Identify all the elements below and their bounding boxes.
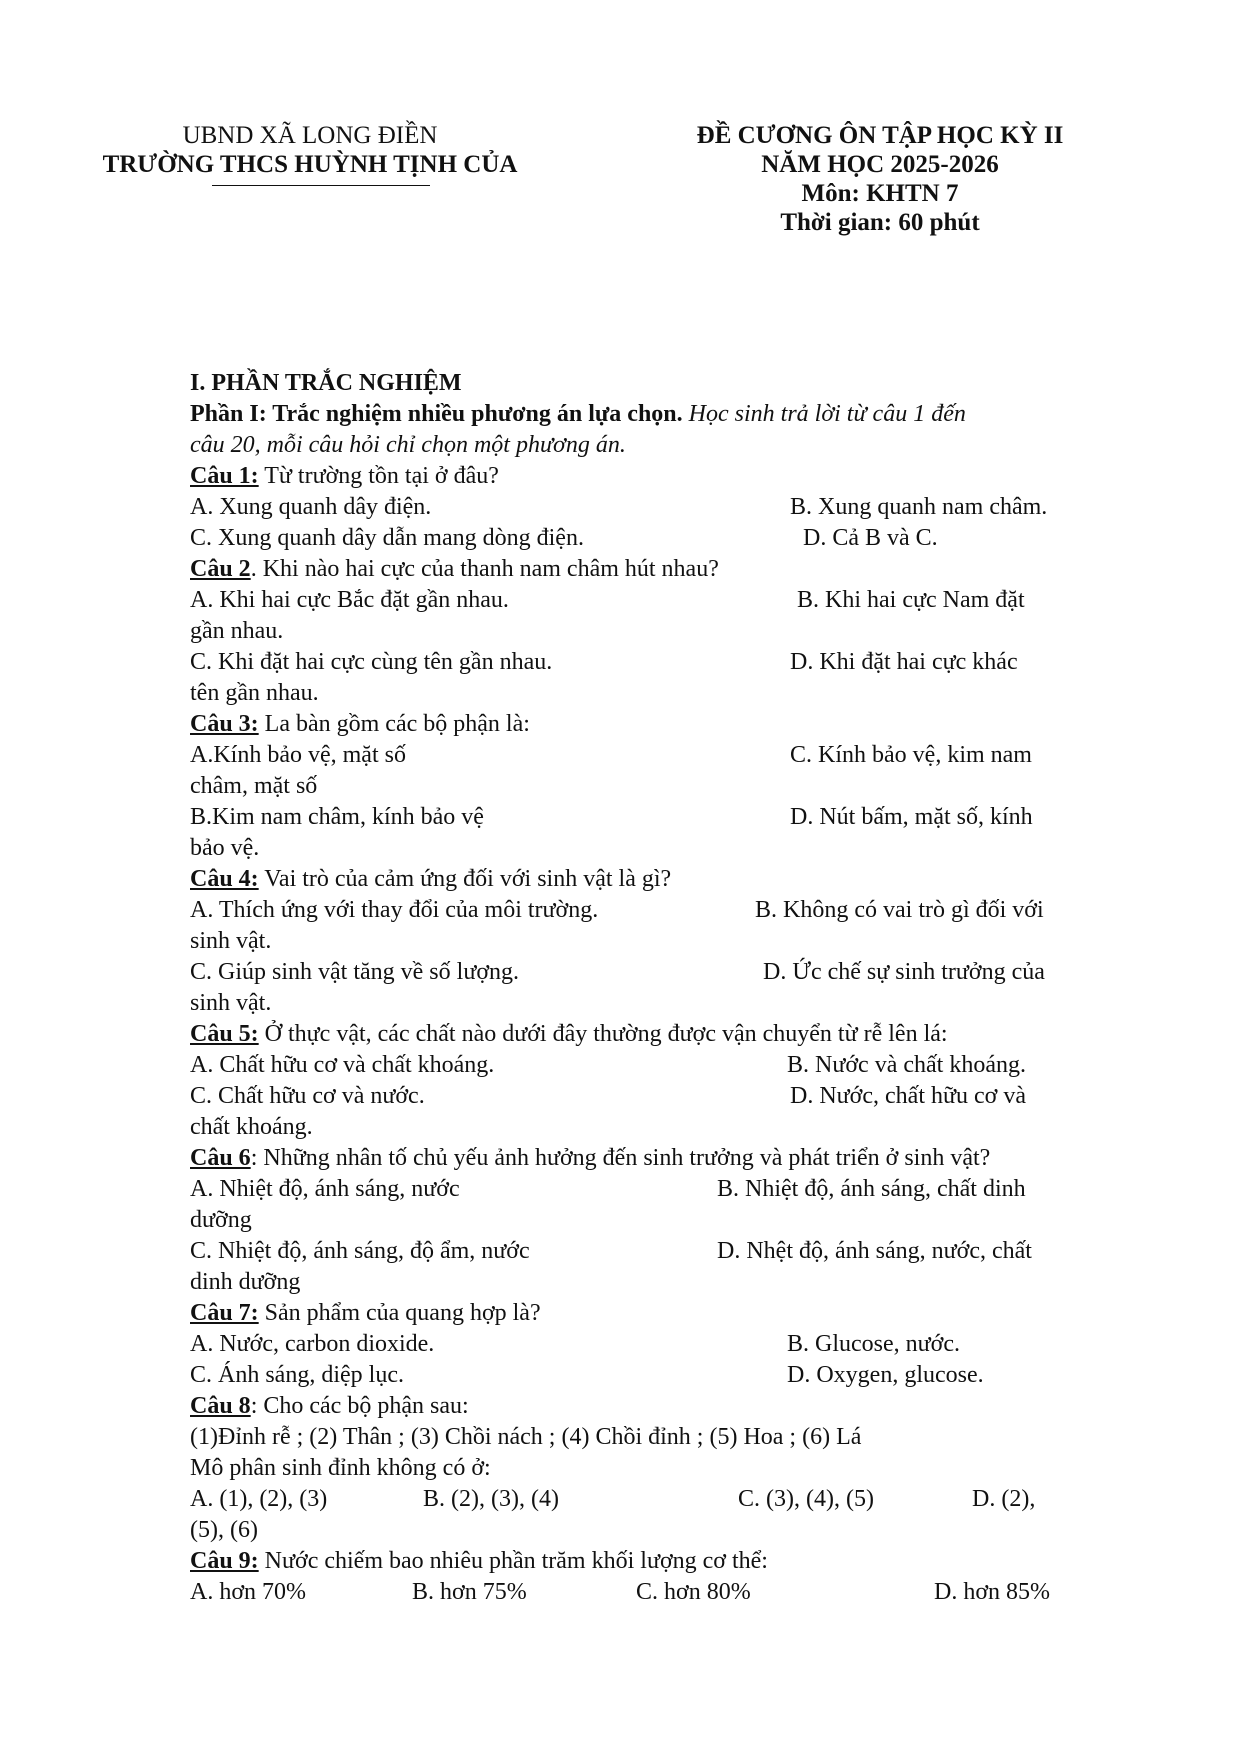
question-label: Câu 2 xyxy=(190,556,251,582)
question-label: Câu 4: xyxy=(190,866,259,892)
q9-option-d: D. hơn 85% xyxy=(934,1579,1051,1605)
doc-title: ĐỀ CƯƠNG ÔN TẬP HỌC KỲ II xyxy=(696,122,1064,149)
q4-option-d: D. Ức chế sự sinh trưởng của xyxy=(763,959,1045,985)
question-label: Câu 3: xyxy=(190,711,259,737)
q4-option-c: C. Giúp sinh vật tăng về số lượng. xyxy=(190,959,520,985)
school-underline xyxy=(212,185,430,186)
q8-option-c: C. (3), (4), (5) xyxy=(738,1486,874,1512)
subject: Môn: KHTN 7 xyxy=(801,180,959,207)
q8-option-b: B. (2), (3), (4) xyxy=(423,1486,559,1512)
question-text: . Khi nào hai cực của thanh nam châm hút nhau? xyxy=(250,556,719,582)
question-5 xyxy=(190,1019,948,1050)
q1-option-c: C. Xung quanh dây dẫn mang dòng điện. xyxy=(190,525,584,551)
question-label: Câu 1: xyxy=(190,463,259,489)
q5-option-a: A. Chất hữu cơ và chất khoáng. xyxy=(190,1052,495,1078)
question-label: Câu 6 xyxy=(190,1145,251,1171)
q3-option-a: A.Kính bảo vệ, mặt số xyxy=(190,742,406,768)
school-name: TRƯỜNG THCS HUỲNH TỊNH CỦA xyxy=(102,151,518,178)
question-7 xyxy=(190,1298,541,1329)
question-label: Câu 9: xyxy=(190,1548,259,1574)
question-8 xyxy=(190,1391,469,1422)
question-9 xyxy=(190,1546,768,1577)
q9-option-a: A. hơn 70% xyxy=(190,1579,307,1605)
q1-option-a: A. Xung quanh dây điện. xyxy=(190,494,432,520)
q2-option-b-cont: gần nhau. xyxy=(190,618,284,644)
q7-option-a: A. Nước, carbon dioxide. xyxy=(190,1331,435,1357)
q4-option-b: B. Không có vai trò gì đối với xyxy=(755,897,1044,923)
q2-option-b: B. Khi hai cực Nam đặt xyxy=(797,587,1025,613)
q9-option-c: C. hơn 80% xyxy=(636,1579,751,1605)
q5-option-b: B. Nước và chất khoáng. xyxy=(787,1052,1026,1078)
q4-option-d-cont: sinh vật. xyxy=(190,990,272,1016)
question-label: Câu 5: xyxy=(190,1021,259,1047)
question-text: Vai trò của cảm ứng đối với sinh vật là gì? xyxy=(258,866,672,892)
q8-stem: Mô phân sinh đỉnh không có ở: xyxy=(190,1455,491,1481)
part1-heading xyxy=(190,399,966,430)
q6-option-b: B. Nhiệt độ, ánh sáng, chất dinh xyxy=(717,1176,1026,1202)
q6-option-a: A. Nhiệt độ, ánh sáng, nước xyxy=(190,1176,460,1202)
q8-option-a: A. (1), (2), (3) xyxy=(190,1486,328,1512)
question-text: Nước chiếm bao nhiêu phần trăm khối lượng cơ thể: xyxy=(258,1548,768,1574)
q2-option-a: A. Khi hai cực Bắc đặt gần nhau. xyxy=(190,587,509,613)
question-text: : Cho các bộ phận sau: xyxy=(250,1393,469,1419)
q1-option-d: D. Cả B và C. xyxy=(803,525,938,551)
question-text: La bàn gồm các bộ phận là: xyxy=(258,711,530,737)
q3-option-c-cont: châm, mặt số xyxy=(190,773,318,799)
section-title: I. PHẦN TRẮC NGHIỆM xyxy=(190,370,462,396)
q5-option-d-cont: chất khoáng. xyxy=(190,1114,313,1140)
district-name: UBND XÃ LONG ĐIỀN xyxy=(182,122,438,149)
part1-instruction-cont: câu 20, mỗi câu hỏi chỉ chọn một phương án. xyxy=(190,432,626,458)
q9-option-b: B. hơn 75% xyxy=(412,1579,527,1605)
q6-option-d-cont: dinh dưỡng xyxy=(190,1269,301,1295)
q7-option-d: D. Oxygen, glucose. xyxy=(787,1362,984,1388)
part1-title: Phần I: Trắc nghiệm nhiều phương án lựa chọn. xyxy=(190,401,683,427)
question-label: Câu 7: xyxy=(190,1300,259,1326)
question-4 xyxy=(190,864,671,895)
q8-option-d: D. (2), xyxy=(972,1486,1036,1512)
q4-option-a: A. Thích ứng với thay đổi của môi trường. xyxy=(190,897,599,923)
part1-instruction: Học sinh trả lời từ câu 1 đến xyxy=(688,401,966,427)
question-label: Câu 8 xyxy=(190,1393,251,1419)
question-3 xyxy=(190,709,530,740)
question-1 xyxy=(190,461,499,492)
question-6 xyxy=(190,1143,990,1174)
q1-option-b: B. Xung quanh nam châm. xyxy=(790,494,1048,520)
q4-option-b-cont: sinh vật. xyxy=(190,928,272,954)
q8-parts-list: (1)Đỉnh rễ ; (2) Thân ; (3) Chồi nách ; (4) Chồi đỉnh ; (5) Hoa ; (6) Lá xyxy=(190,1424,862,1450)
q5-option-d: D. Nước, chất hữu cơ và xyxy=(790,1083,1026,1109)
q3-option-b: B.Kim nam châm, kính bảo vệ xyxy=(190,804,484,830)
question-text: Sản phẩm của quang hợp là? xyxy=(258,1300,541,1326)
q3-option-d: D. Nút bấm, mặt số, kính xyxy=(790,804,1033,830)
duration: Thời gian: 60 phút xyxy=(780,209,980,236)
q2-option-d-cont: tên gần nhau. xyxy=(190,680,319,706)
q3-option-d-cont: bảo vệ. xyxy=(190,835,260,861)
q6-option-b-cont: dưỡng xyxy=(190,1207,252,1233)
question-2 xyxy=(190,554,719,585)
q6-option-d: D. Nhệt độ, ánh sáng, nước, chất xyxy=(717,1238,1032,1264)
q7-option-c: C. Ánh sáng, diệp lục. xyxy=(190,1362,404,1388)
question-text: : Những nhân tố chủ yếu ảnh hưởng đến sinh trưởng và phát triển ở sinh vật? xyxy=(250,1145,991,1171)
q8-option-d-cont: (5), (6) xyxy=(190,1517,258,1543)
school-year: NĂM HỌC 2025-2026 xyxy=(761,151,999,178)
q2-option-d: D. Khi đặt hai cực khác xyxy=(790,649,1018,675)
question-text: Từ trường tồn tại ở đâu? xyxy=(258,463,499,489)
question-text: Ở thực vật, các chất nào dưới đây thường được vận chuyển từ rễ lên lá: xyxy=(258,1021,948,1047)
q5-option-c: C. Chất hữu cơ và nước. xyxy=(190,1083,425,1109)
q2-option-c: C. Khi đặt hai cực cùng tên gần nhau. xyxy=(190,649,553,675)
q7-option-b: B. Glucose, nước. xyxy=(787,1331,961,1357)
q3-option-c: C. Kính bảo vệ, kim nam xyxy=(790,742,1032,768)
q6-option-c: C. Nhiệt độ, ánh sáng, độ ẩm, nước xyxy=(190,1238,530,1264)
